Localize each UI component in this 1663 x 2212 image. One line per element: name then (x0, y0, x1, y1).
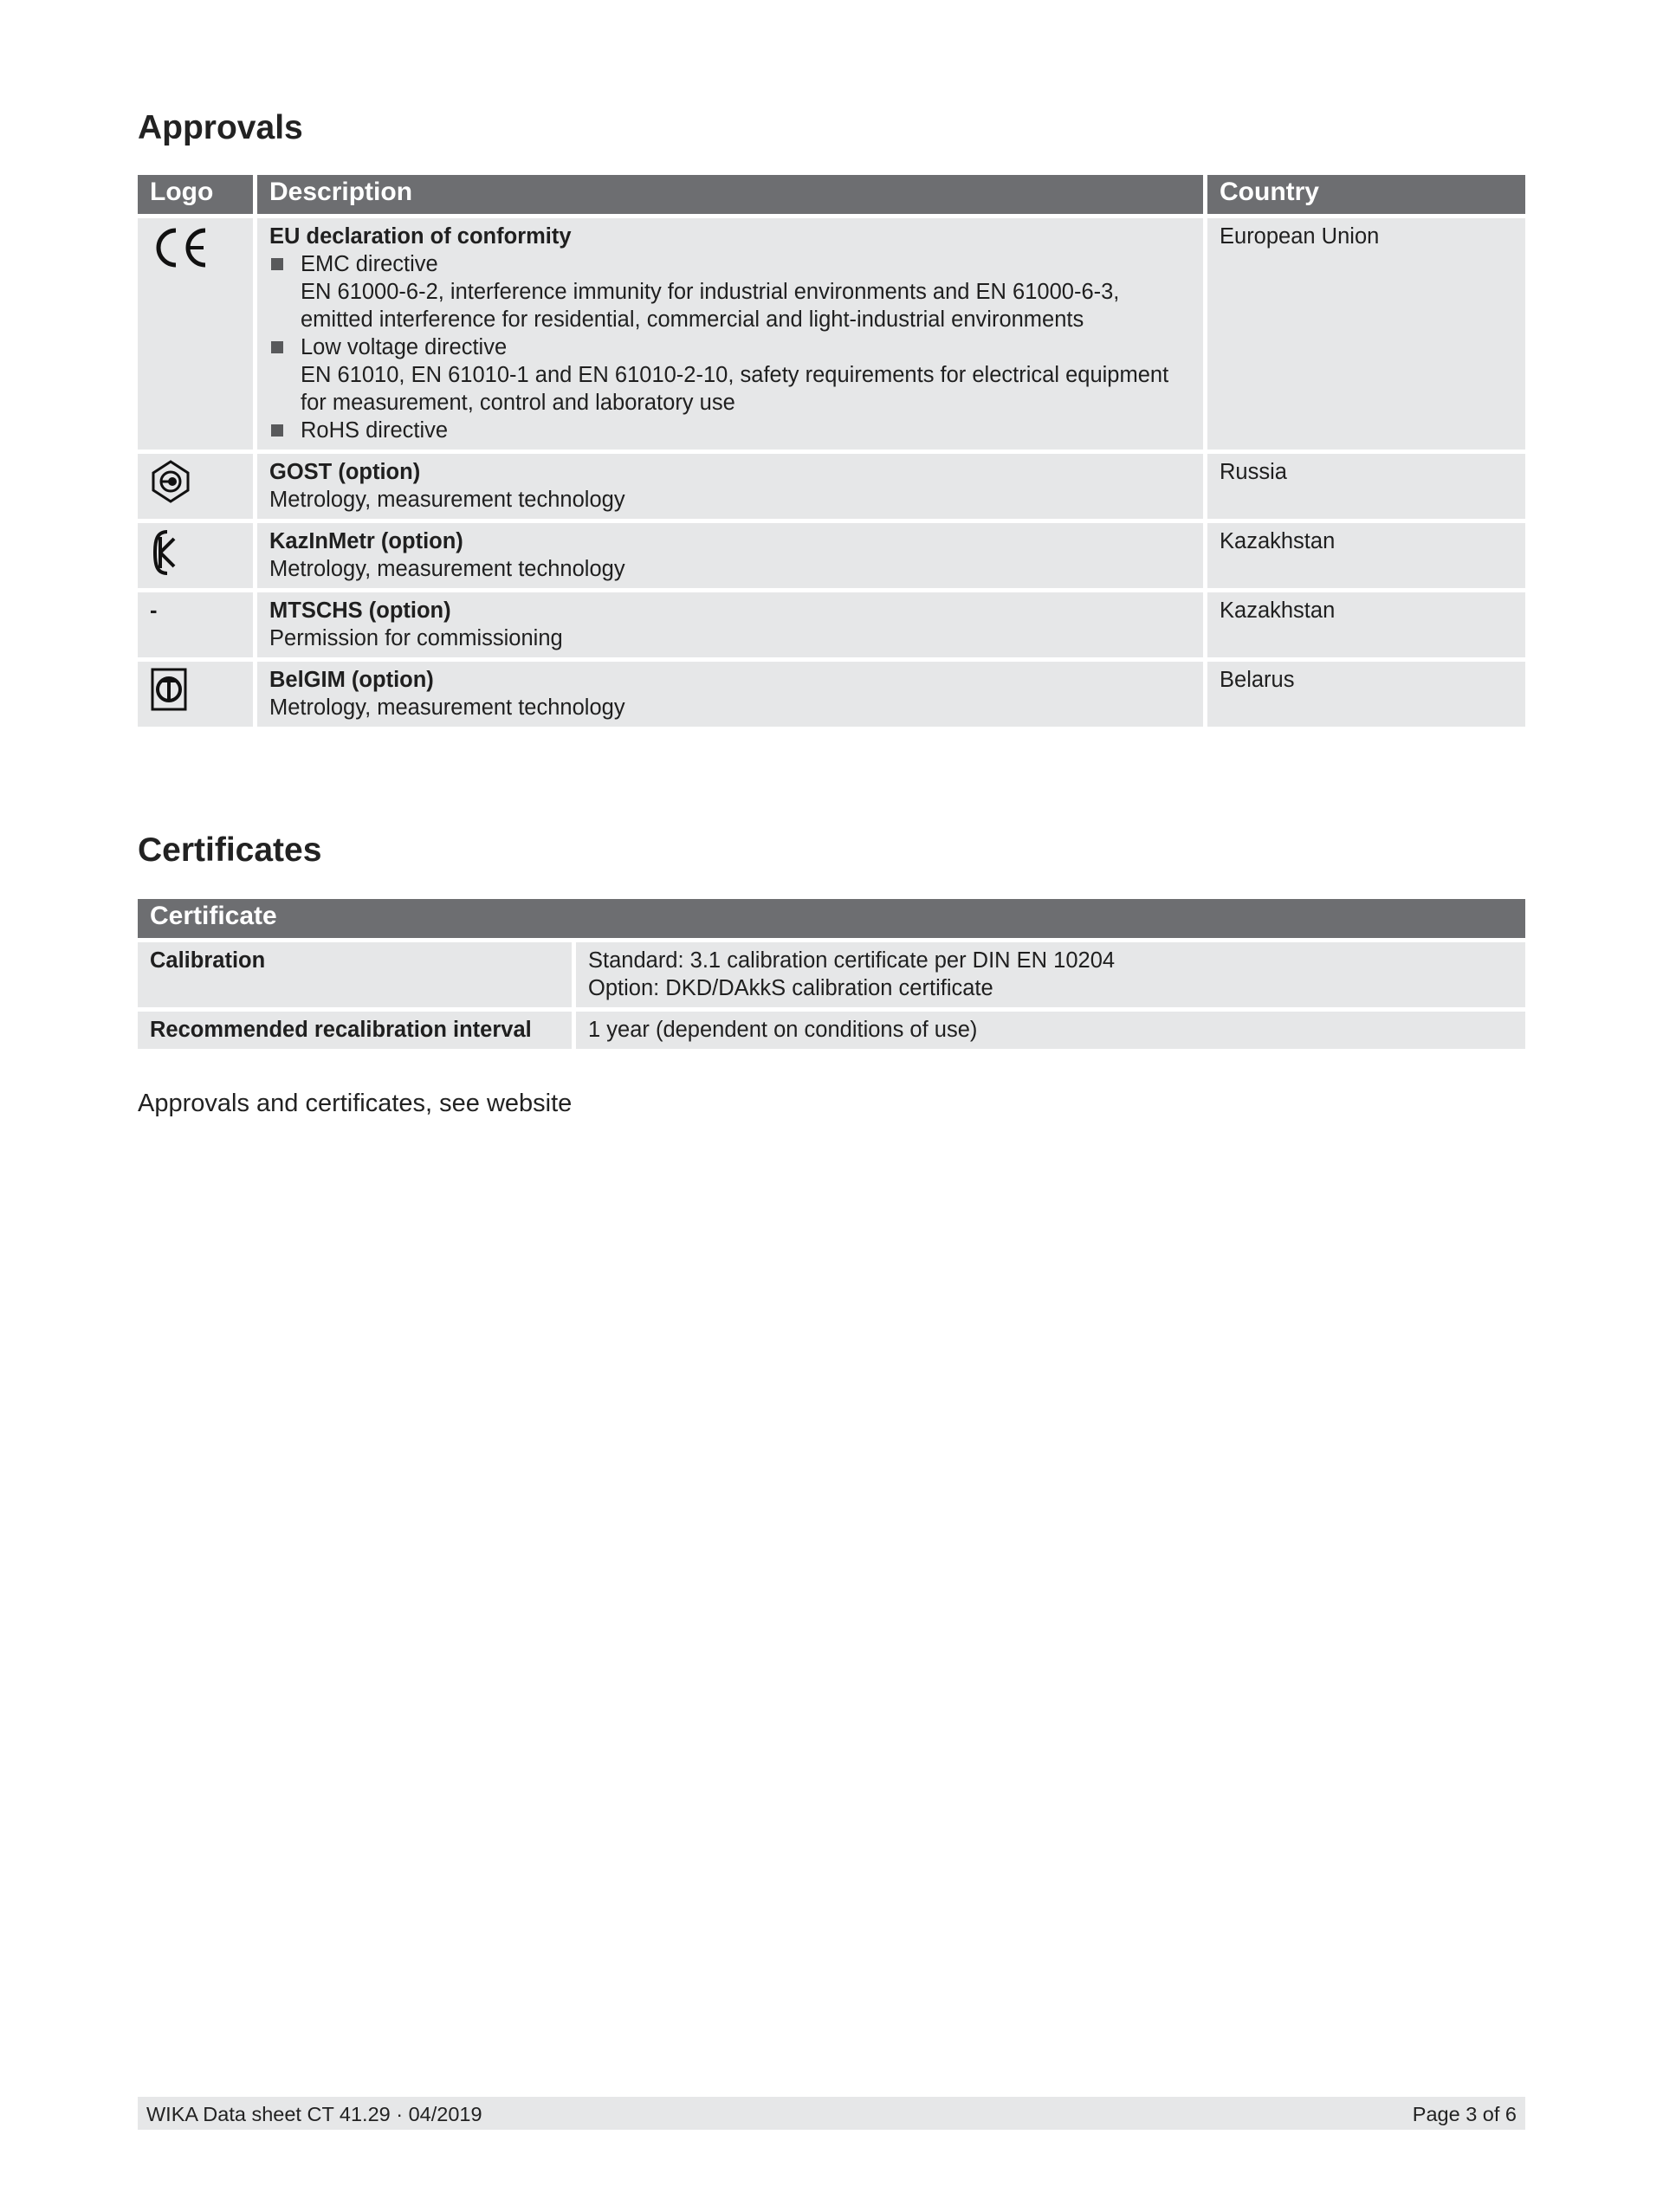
footer-page-number: Page 3 of 6 (1412, 2103, 1517, 2125)
approval-title: GOST (option) (269, 460, 421, 484)
logo-cell (138, 588, 257, 657)
approvals-heading: Approvals (138, 109, 303, 146)
directive-label: Low voltage directive (301, 335, 508, 359)
approvals-header-row (138, 175, 1525, 214)
certificate-value (576, 938, 1525, 1007)
table-row (138, 450, 1525, 519)
footer-document-info: WIKA Data sheet CT 41.29 · 04/2019 (146, 2103, 482, 2125)
logo-cell (138, 214, 257, 450)
table-row (138, 1007, 1525, 1049)
column-header-country: Country (1207, 175, 1525, 214)
approval-title: KazInMetr (option) (269, 529, 463, 553)
logo-cell (138, 450, 257, 519)
approval-text: Metrology, measurement technology (269, 488, 625, 512)
description-cell (257, 450, 1207, 519)
country-cell: Russia (1207, 450, 1525, 519)
logo-cell (138, 519, 257, 588)
country-cell: Belarus (1207, 657, 1525, 727)
kazinmetr-icon (150, 528, 184, 577)
list-item (269, 417, 1191, 444)
approvals-table (138, 175, 1525, 727)
certificate-line: Option: DKD/DAkkS calibration certificate (588, 976, 993, 1000)
description-cell (257, 519, 1207, 588)
column-header-certificate: Certificate (138, 899, 1525, 938)
directive-label: EMC directive (301, 252, 438, 276)
approval-text: Metrology, measurement technology (269, 695, 625, 720)
certificate-line: 1 year (dependent on conditions of use) (588, 1018, 978, 1042)
table-row (138, 519, 1525, 588)
table-row (138, 214, 1525, 450)
certificates-table (138, 899, 1525, 1049)
list-item (269, 333, 1191, 417)
approval-title: MTSCHS (option) (269, 598, 451, 623)
certificate-value (576, 1007, 1525, 1049)
table-row (138, 657, 1525, 727)
approval-title: EU declaration of conformity (269, 224, 572, 249)
certificate-label: Calibration (138, 938, 576, 1007)
certificates-heading: Certificates (138, 831, 322, 869)
description-cell (257, 214, 1207, 450)
column-header-description: Description (257, 175, 1207, 214)
no-logo-dash: - (150, 598, 158, 623)
country-cell: European Union (1207, 214, 1525, 450)
column-header-logo: Logo (138, 175, 257, 214)
directive-detail: EN 61010, EN 61010-1 and EN 61010-2-10, safety requirements for electrical equipment for measurement, control and laboratory use (301, 363, 1169, 415)
ce-mark-icon (150, 223, 210, 272)
page-footer (138, 2097, 1525, 2130)
certificate-line: Standard: 3.1 calibration certificate per DIN EN 10204 (588, 948, 1116, 973)
approval-text: Metrology, measurement technology (269, 557, 625, 581)
directive-list (269, 250, 1191, 444)
country-cell: Kazakhstan (1207, 588, 1525, 657)
approval-title: BelGIM (option) (269, 668, 434, 692)
table-row (138, 938, 1525, 1007)
table-row (138, 588, 1525, 657)
list-item (269, 250, 1191, 333)
belgim-icon (150, 667, 188, 712)
certificates-header-row (138, 899, 1525, 938)
description-cell (257, 588, 1207, 657)
website-note: Approvals and certificates, see website (138, 1090, 573, 1117)
logo-cell (138, 657, 257, 727)
description-cell (257, 657, 1207, 727)
directive-label: RoHS directive (301, 418, 449, 443)
country-cell: Kazakhstan (1207, 519, 1525, 588)
approval-text: Permission for commissioning (269, 626, 563, 650)
gost-icon (150, 459, 191, 504)
directive-detail: EN 61000-6-2, interference immunity for industrial environments and EN 61000-6-3, emitted interference for residential, commercial and light-industrial environments (301, 280, 1120, 332)
certificate-label: Recommended recalibration interval (138, 1007, 576, 1049)
